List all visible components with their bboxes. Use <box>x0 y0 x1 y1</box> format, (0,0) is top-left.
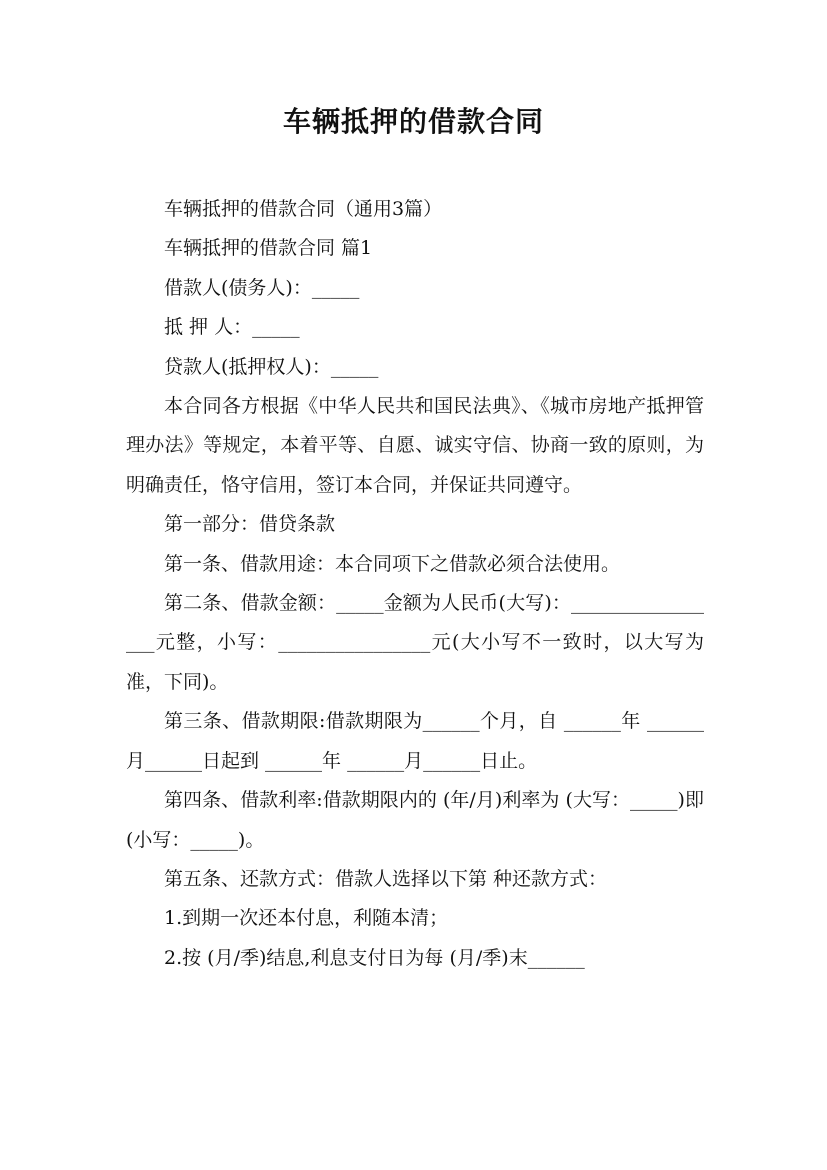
paragraph-borrower: 借款人(债务人)：_____ <box>164 276 360 299</box>
paragraph-preamble: 本合同各方根据《中华人民共和国民法典》、《城市房地产抵押管理办法》等规定，本着平等、自愿、诚实守信、协商一致的原则，为明确责任，恪守信用，签订本合同，并保证共同遵守。 <box>126 395 704 496</box>
paragraph-article-5: 第五条、还款方式：借款人选择以下第 种还款方式： <box>164 867 608 890</box>
paragraph-article-2: 第二条、借款金额：_____金额为人民币(大写)：_________________元整，小写：________________元(大小写不一致时，以大写为准，下同)。 <box>126 592 704 693</box>
paragraph-section-heading: 车辆抵押的借款合同 篇1 <box>164 237 373 260</box>
paragraph-article-3: 第三条、借款期限:借款期限为______个月，自 ______年 ______月______日起到 ______年 ______月______日止。 <box>126 710 704 772</box>
paragraph-part-one: 第一部分：借贷条款 <box>164 513 336 536</box>
paragraph-article-1: 第一条、借款用途：本合同项下之借款必须合法使用。 <box>164 552 621 575</box>
paragraph-lender: 贷款人(抵押权人)：_____ <box>164 355 379 378</box>
document-title: 车辆抵押的借款合同 <box>282 105 544 138</box>
paragraph-subtitle: 车辆抵押的借款合同（通用3篇） <box>164 198 443 220</box>
paragraph-option-1: 1.到期一次还本付息，利随本清； <box>164 907 449 930</box>
paragraph-option-2: 2.按 (月/季)结息,利息支付日为每 (月/季)末______ <box>164 946 585 969</box>
document-body <box>126 190 704 978</box>
paragraph-mortgagor: 抵 押 人：_____ <box>164 316 300 339</box>
paragraph-article-4: 第四条、借款利率:借款期限内的 (年/月)利率为 (大写：_____)即(小写：_____)。 <box>126 789 704 851</box>
